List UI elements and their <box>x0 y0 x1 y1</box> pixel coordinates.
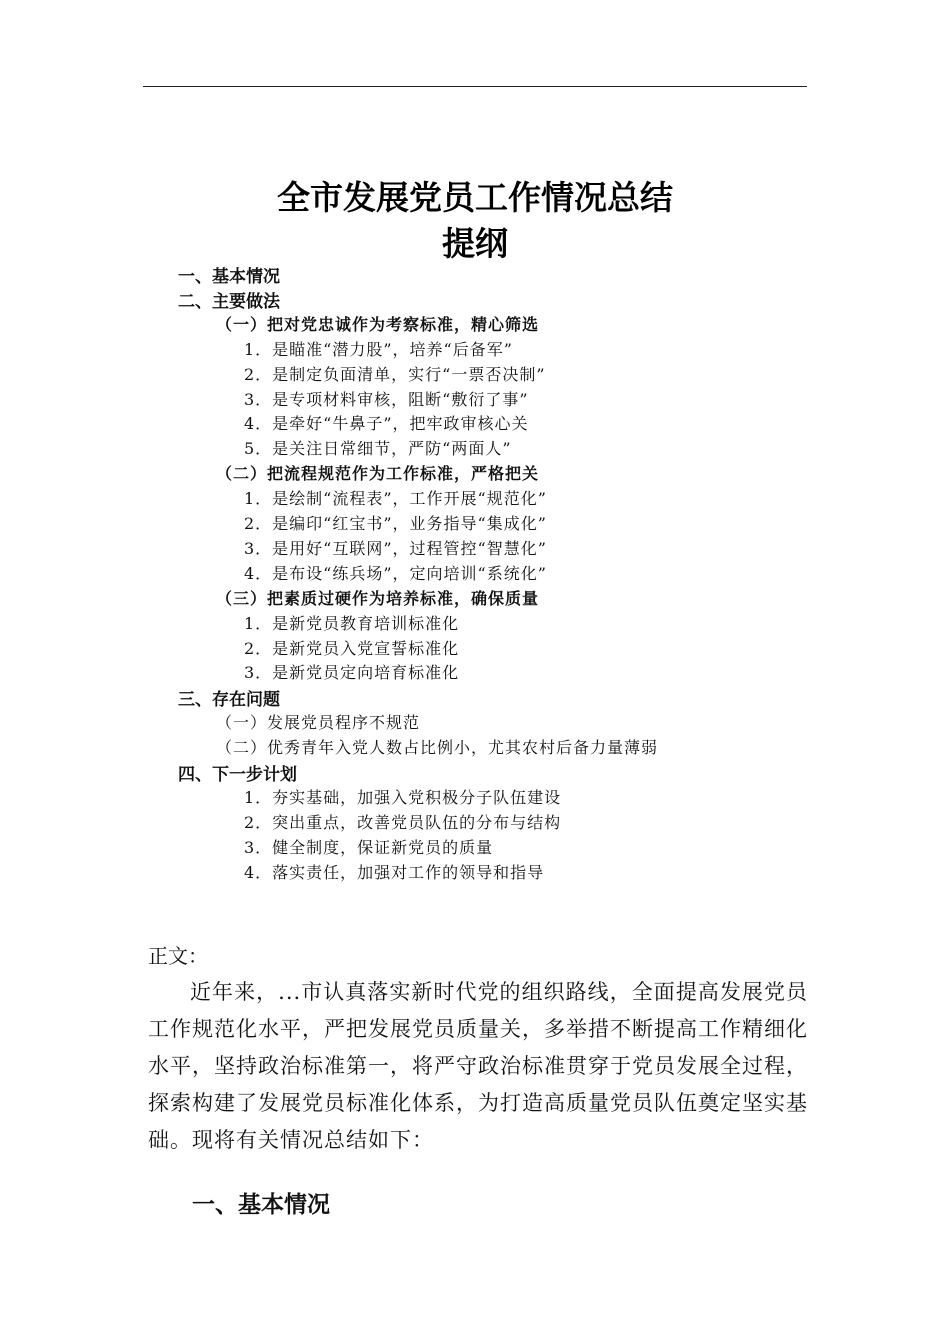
outline-item-level-3: 2．是编印“红宝书”，业务指导“集成化” <box>244 514 547 533</box>
document-subtitle: 提纲 <box>442 224 508 263</box>
outline-item-level-2: （二）把流程规范作为工作标准，严格把关 <box>216 464 540 483</box>
outline-item-level-3: 2．是新党员入党宣誓标准化 <box>244 639 460 658</box>
outline-item-level-3: 1．夯实基础，加强入党积极分子队伍建设 <box>244 788 562 807</box>
outline-item-level-1: 四、下一步计划 <box>178 765 297 785</box>
outline-item-level-2: （二）优秀青年入党人数占比例小，尤其农村后备力量薄弱 <box>216 738 659 757</box>
intro-paragraph: 近年来，...市认真落实新时代党的组织路线，全面提高发展党员工作规范化水平，严把发展党员质量关，多举措不断提高工作精细化水平，坚持政治标准第一，将严守政治标准贯穿于党员发展全过程，探索构建了发展党员标准化体系，为打造高质量党员队伍奠定坚实基础。现将有关情况总结如下： <box>148 980 808 1152</box>
outline-item-level-3: 4．是布设“练兵场”，定向培训“系统化” <box>244 564 547 583</box>
outline-item-level-3: 3．健全制度，保证新党员的质量 <box>244 838 494 857</box>
outline-item-level-1: 一、基本情况 <box>178 267 280 287</box>
outline-item-level-3: 4．是牵好“牛鼻子”，把牢政审核心关 <box>244 414 529 433</box>
document-title: 全市发展党员工作情况总结 <box>277 178 673 217</box>
outline-item-level-3: 1．是新党员教育培训标准化 <box>244 614 460 633</box>
outline-item-level-2: （三）把素质过硬作为培养标准，确保质量 <box>216 589 540 608</box>
outline-item-level-3: 1．是绘制“流程表”，工作开展“规范化” <box>244 489 547 508</box>
outline-item-level-3: 3．是专项材料审核，阻断“敷衍了事” <box>244 390 529 409</box>
outline-item-level-3: 3．是用好“互联网”，过程管控“智慧化” <box>244 539 547 558</box>
outline-item-level-3: 1．是瞄准“潜力股”，培养“后备军” <box>244 340 513 359</box>
outline-item-level-3: 2．是制定负面清单，实行“一票否决制” <box>244 365 546 384</box>
section-heading: 一、基本情况 <box>192 1192 330 1218</box>
outline-item-level-2: （一）把对党忠诚作为考察标准，精心筛选 <box>216 315 540 334</box>
outline-item-level-3: 4．落实责任，加强对工作的领导和指导 <box>244 863 545 882</box>
header-rule <box>143 86 807 87</box>
outline-item-level-1: 三、存在问题 <box>178 690 280 710</box>
outline-item-level-3: 3．是新党员定向培育标准化 <box>244 663 460 682</box>
outline-item-level-3: 5．是关注日常细节，严防“两面人” <box>244 439 512 458</box>
outline-item-level-3: 2．突出重点，改善党员队伍的分布与结构 <box>244 813 562 832</box>
outline-item-level-2: （一）发展党员程序不规范 <box>216 713 421 732</box>
body-label: 正文： <box>148 944 208 968</box>
outline-item-level-1: 二、主要做法 <box>178 292 280 312</box>
